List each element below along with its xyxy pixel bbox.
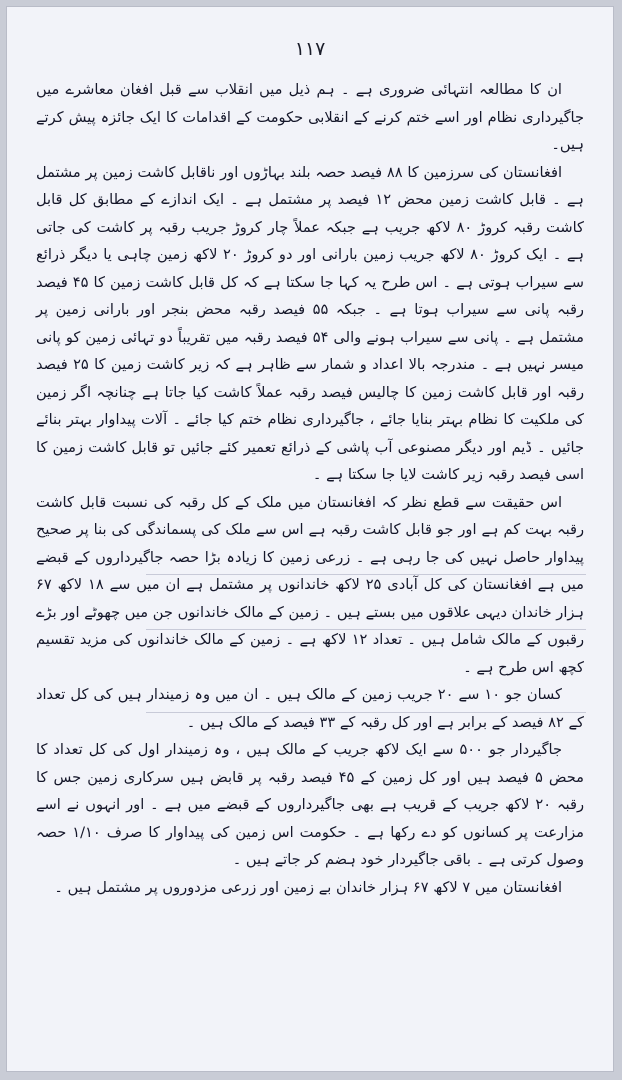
paragraph: ان کا مطالعہ انتہائی ضروری ہے ۔ ہم ذیل میں انقلاب سے قبل افغان معاشرے میں جاگیرداری نظام اور اسے ختم کرنے کے انقلابی حکومت کے اقدامات کا ایک جائزہ پیش کرتے ہیں۔ [36,81,584,153]
paragraph: افغانستان کی سرزمین کا ۸۸ فیصد حصہ بلند بہاڑوں اور ناقابل کاشت زمین پر مشتمل ہے ۔ قابل کاشت زمین محض ۱۲ فیصد پر مشتمل ہے ۔ ایک اندازے کے مطابق کل قابل کاشت رقبہ کروڑ ۸۰ لاکھ جریب ہے جبکہ عملاً چار کروڑ جریب رقبہ پر کاشت کی جاتی ہے ۔ ایک کروڑ ۸۰ لاکھ جریب زمین بارانی اور دو کروڑ ۲۰ لاکھ زمین چاہی یا دیگر ذرائع سے سیراب ہوتی ہے ۔ اس طرح یہ کہا جا سکتا ہے کہ کل قابل کاشت زمین کا ۴۵ فیصد رقبہ پانی سے سیراب ہوتا ہے ۔ جبکہ ۵۵ فیصد رقبہ محض بنجر اور بارانی زمین پر مشتمل ہے ۔ پانی سے سیراب ہونے والی ۵۴ فیصد رقبہ میں تقریباً دو تہائی زمین کو پانی میسر نہیں ہے ۔ مندرجہ بالا اعداد و شمار سے ظاہر ہے کہ زیر کاشت زمین کا ۲۵ فیصد رقبہ اور قابل کاشت زمین کا چالیس فیصد رقبہ عملاً کاشت کیا جاتا ہے چنانچہ اگر زمین کی ملکیت کا نظام بہتر بنایا جائے ، جاگیرداری نظام ختم کیا جائے ۔ آلات پیداوار بہتر بنائے جائیں ۔ ڈیم اور دیگر مصنوعی آب پاشی کے ذرائع تعمیر کئے جائیں تو قابل کاشت زمین کا اسی فیصد رقبہ زیر کاشت لایا جا سکتا ہے ۔ [36,163,585,483]
page-number: ۱۱۷ [294,38,326,60]
paragraph: کسان جو ۱۰ سے ۲۰ جریب زمین کے مالک ہیں ۔ ان میں وہ زمیندار ہیں کی کل تعداد کے ۸۲ فیصد کے برابر ہے اور کل رقبہ کے ۳۳ فیصد کے مالک ہیں ۔ [36,686,584,731]
paragraph: اس حقیقت سے قطع نظر کہ افغانستان میں ملک کے کل رقبہ کی نسبت قابل کاشت رقبہ بہت کم ہے اور جو قابل کاشت رقبہ ہے اس سے ملک کی پسماندگی کی بنا پر صحیح پیداوار حاصل نہیں کی جا رہی ہے ۔ زرعی زمین کا زیادہ بڑا حصہ جاگیرداروں کے قبضے میں ہے افغانستان کی کل آبادی ۲۵ لاکھ خاندانوں پر مشتمل ہے ان میں سے ۱۸ لاکھ ۶۷ ہزار خاندان دیہی علاقوں میں بستے ہیں ۔ زمین کے مالک خاندانوں جن میں چھوٹے اور بڑے رقبوں کے مالک شامل ہیں ۔ تعداد ۱۲ لاکھ ہے ۔ زمین کے مالک خاندانوں کی مزید تقسیم کچھ اس طرح ہے ۔ [36,493,585,676]
paragraph: افغانستان میں ۷ لاکھ ۶۷ ہزار خاندان بے زمین اور زرعی مزدوروں پر مشتمل ہیں ۔ [54,878,562,896]
document-page [6,6,614,1072]
paragraph: جاگیردار جو ۵۰۰ سے ایک لاکھ جریب کے مالک ہیں ، وہ زمیندار اول کی کل تعداد کا محض ۵ فیصد ہیں اور کل زمین کے ۴۵ فیصد رقبہ پر قابض ہیں سرکاری زمین جس کا رقبہ ۲۰ لاکھ جریب کے قریب ہے بھی جاگیرداروں کے قبضے میں ہے ۔ اور انہوں نے اسے مزارعت پر کسانوں کو دے رکھا ہے ۔ حکومت اس زمین کی پیداوار کا صرف ۱/۱۰ حصہ وصول کرتی ہے ۔ باقی جاگیردار خود ہضم کر جاتے ہیں ۔ [36,741,585,868]
body-text [36,76,584,901]
